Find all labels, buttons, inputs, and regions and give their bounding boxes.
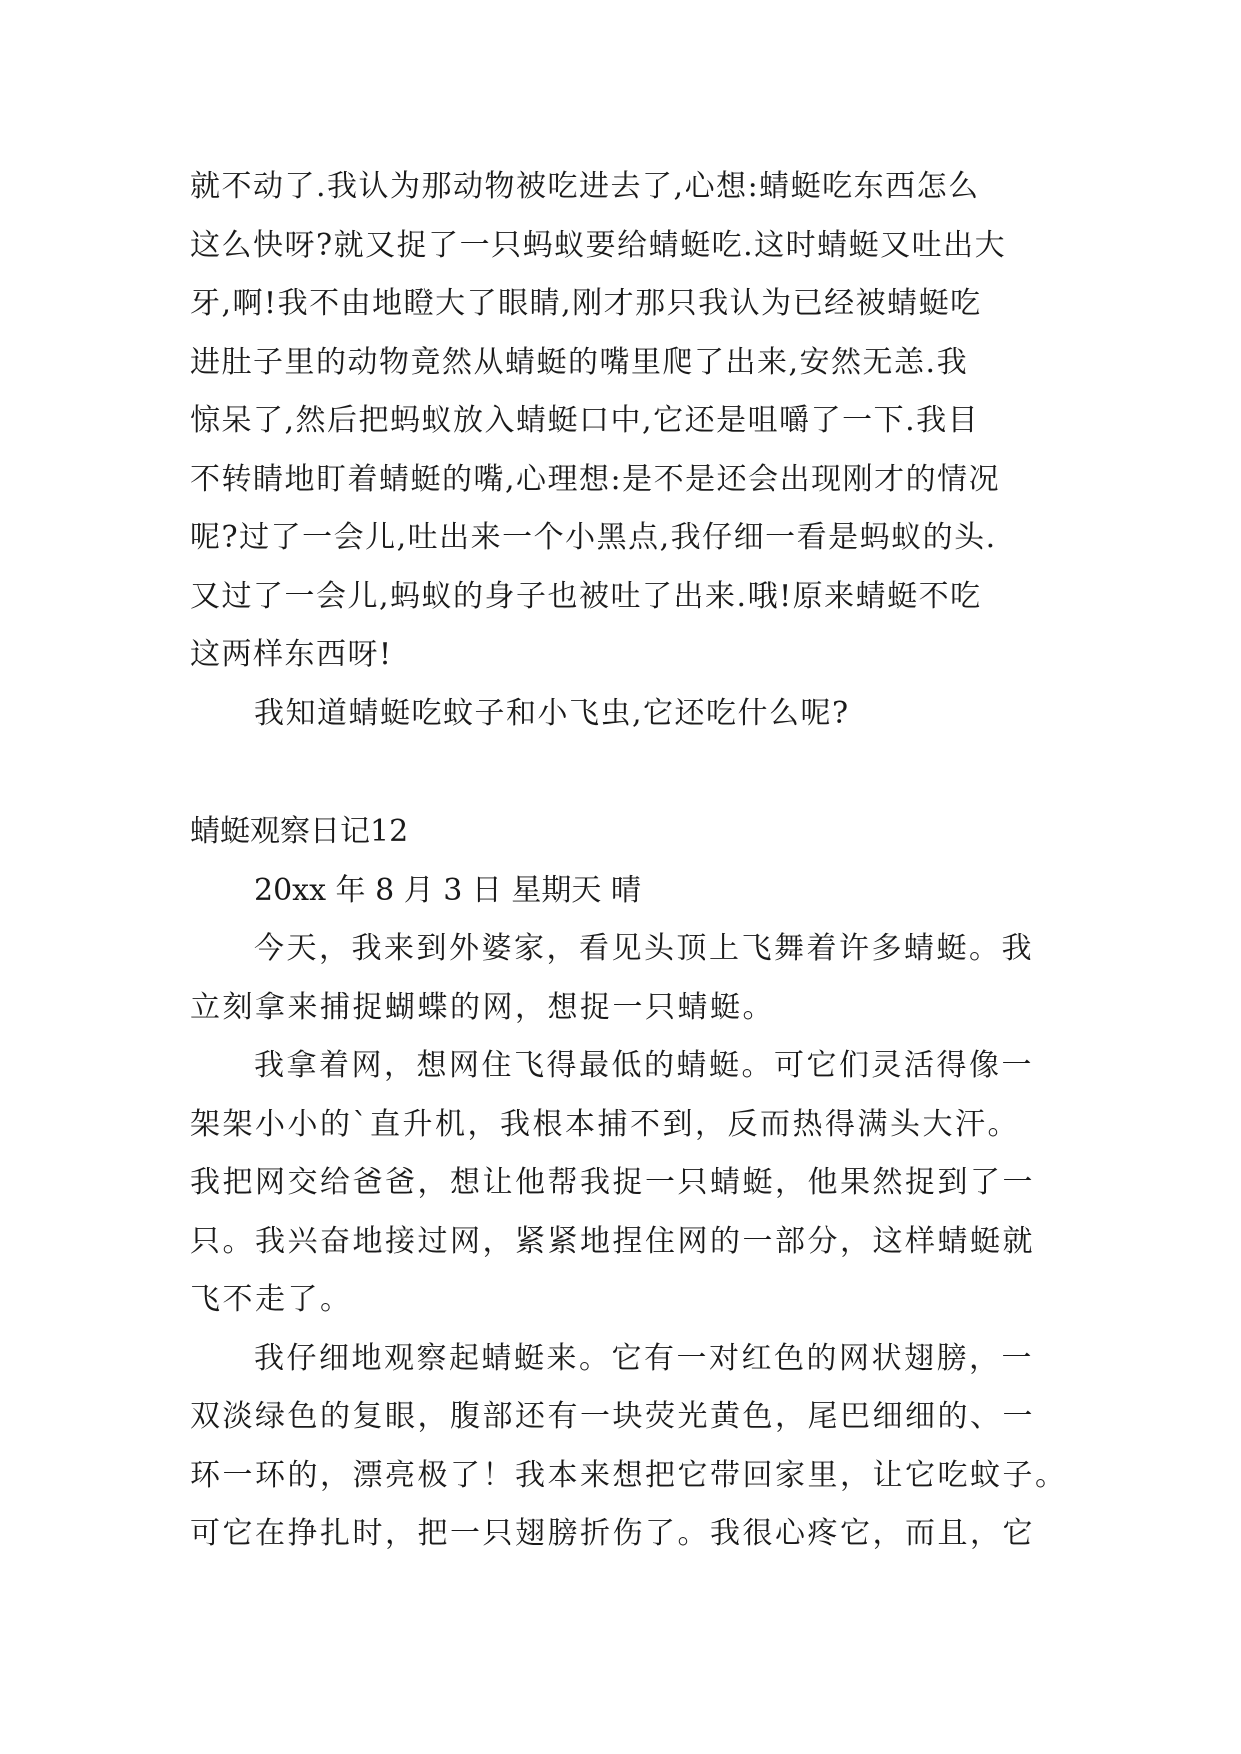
text-line: 这两样东西呀! bbox=[190, 637, 393, 672]
text-line: 环一环的，漂亮极了！我本来想把它带回家里，让它吃蚊子。 bbox=[190, 1457, 1068, 1493]
text-line: 这么快呀?就又捉了一只蚂蚁要给蜻蜓吃.这时蜻蜓又吐出大 bbox=[190, 227, 1007, 263]
text-line: 只。我兴奋地接过网，紧紧地捏住网的一部分，这样蜻蜓就 bbox=[190, 1223, 1035, 1259]
text-line: 又过了一会儿,蚂蚁的身子也被吐了出来.哦!原来蜻蜓不吃 bbox=[190, 578, 982, 614]
text-line: 可它在挣扎时，把一只翅膀折伤了。我很心疼它，而且，它 bbox=[190, 1516, 1035, 1551]
entry-title: 蜻蜓观察日记12 bbox=[190, 814, 409, 849]
text-line: 我仔细地观察起蜻蜓来。它有一对红色的网状翅膀，一 bbox=[254, 1340, 1034, 1376]
text-line: 今天，我来到外婆家，看见头顶上飞舞着许多蜻蜓。我 bbox=[254, 931, 1034, 966]
entry-date: 20xx 年 8 月 3 日 星期天 晴 bbox=[254, 872, 641, 908]
text-line: 架架小小的`直升机，我根本捕不到，反而热得满头大汗。 bbox=[190, 1106, 1020, 1142]
text-line: 我把网交给爸爸，想让他帮我捉一只蜻蜓，他果然捉到了一 bbox=[190, 1165, 1035, 1200]
text-line: 不转睛地盯着蜻蜓的嘴,心理想:是不是还会出现刚才的情况 bbox=[190, 461, 1001, 497]
text-line: 我拿着网，想网住飞得最低的蜻蜓。可它们灵活得像一 bbox=[254, 1048, 1034, 1083]
section-gap bbox=[190, 743, 1070, 803]
text-line: 立刻拿来捕捉蝴蝶的网，想捉一只蜻蜓。 bbox=[190, 989, 775, 1025]
document-body bbox=[190, 158, 1070, 1564]
text-line: 呢?过了一会儿,吐出来一个小黑点,我仔细一看是蚂蚁的头. bbox=[190, 520, 997, 555]
text-line: 惊呆了,然后把蚂蚁放入蜻蜓口中,它还是咀嚼了一下.我目 bbox=[190, 403, 980, 438]
text-line: 就不动了.我认为那动物被吃进去了,心想:蜻蜓吃东西怎么 bbox=[190, 169, 980, 204]
text-line: 牙,啊!我不由地瞪大了眼睛,刚才那只我认为已经被蜻蜓吃 bbox=[190, 286, 982, 321]
text-line: 双淡绿色的复眼，腹部还有一块荧光黄色，尾巴细细的、一 bbox=[190, 1399, 1035, 1434]
text-line: 进肚子里的动物竟然从蜻蜓的嘴里爬了出来,安然无恙.我 bbox=[190, 344, 969, 380]
closing-paragraph: 我知道蜻蜓吃蚊子和小飞虫,它还吃什么呢? bbox=[254, 695, 850, 731]
text-line: 飞不走了。 bbox=[190, 1282, 353, 1317]
